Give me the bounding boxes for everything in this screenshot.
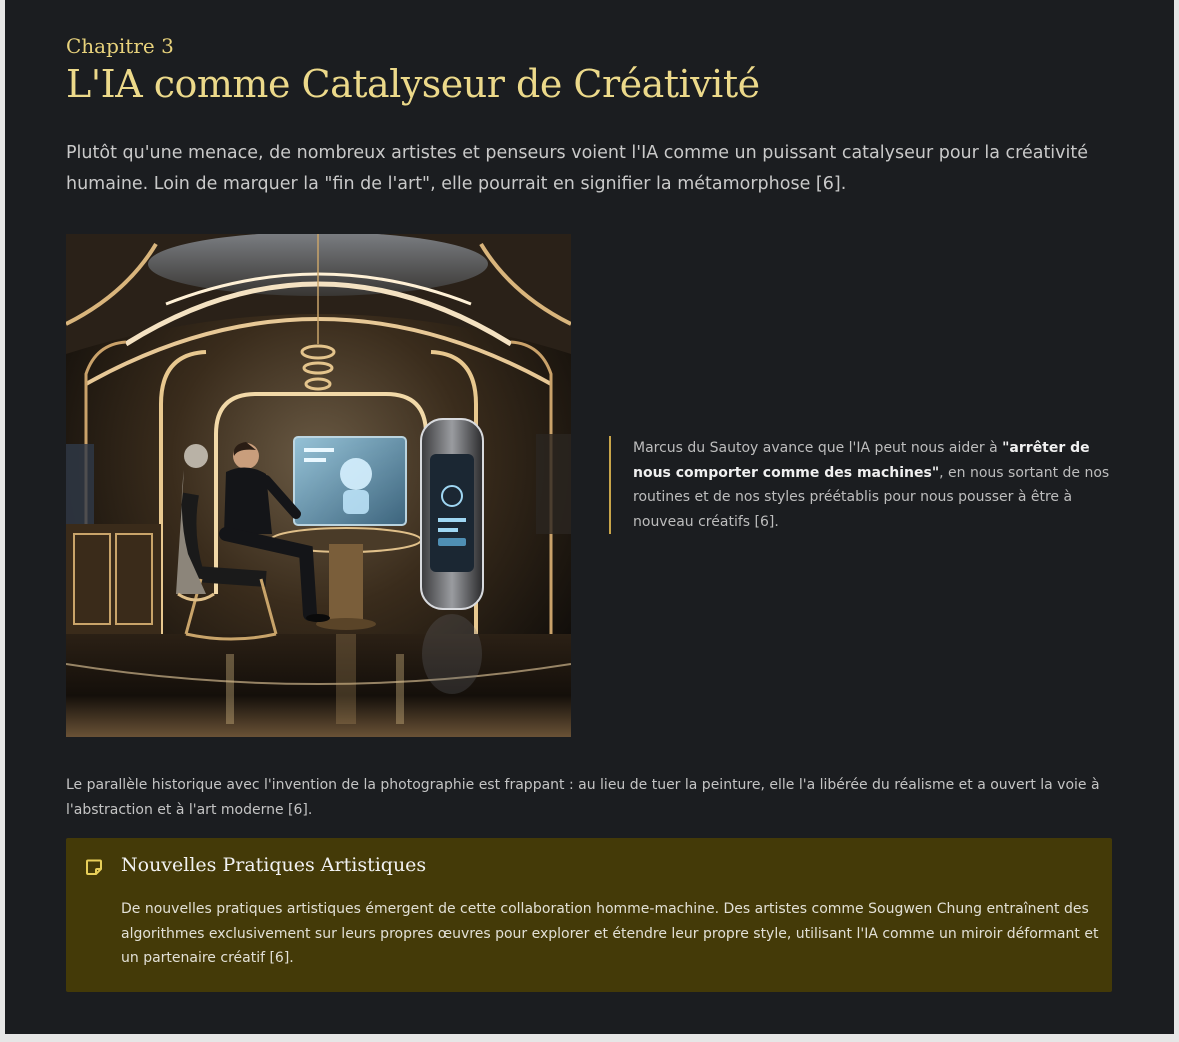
photography-parallel-paragraph: Le parallèle historique avec l'invention de la photographie est frappant : au lieu de tuer la peinture, elle l'a libérée du réalisme et a ouvert la voie à l'abstraction et à l'art moderne [6]. (66, 777, 1100, 818)
callout-box (66, 838, 1112, 992)
callout-title: Nouvelles Pratiques Artistiques (121, 854, 427, 876)
note-icon (85, 858, 103, 876)
quote-text-end: , en nous sortant de nos routines et de nos styles préétablis pour nous pousser à être à nouveau créatifs [6]. (633, 464, 1110, 530)
slide-page (5, 0, 1174, 1034)
callout-body: De nouvelles pratiques artistiques émergent de cette collaboration homme-machine. Des artistes comme Sougwen Chung entraînent des algorithmes exclusivement sur leurs propres œuvres pour explorer et étendre leur propre style, utilisant l'IA comme un miroir déformant et un partenaire créatif [6]. (121, 901, 1099, 966)
chapter-label: Chapitre 3 (66, 34, 174, 58)
intro-paragraph: Plutôt qu'une menace, de nombreux artistes et penseurs voient l'IA comme un puissant catalyseur pour la créativité humaine. Loin de marquer la "fin de l'art", elle pourrait en signifier la métamorphose [6]. (66, 143, 1089, 194)
sautoy-quote (609, 436, 1113, 534)
futuristic-office-illustration (66, 234, 571, 737)
quote-text: Marcus du Sautoy avance que l'IA peut nous aider à (633, 440, 1003, 456)
quote-emphasis: "arrêter de nous comporter comme des machines" (633, 440, 1090, 481)
chapter-title: L'IA comme Catalyseur de Créativité (66, 62, 760, 106)
